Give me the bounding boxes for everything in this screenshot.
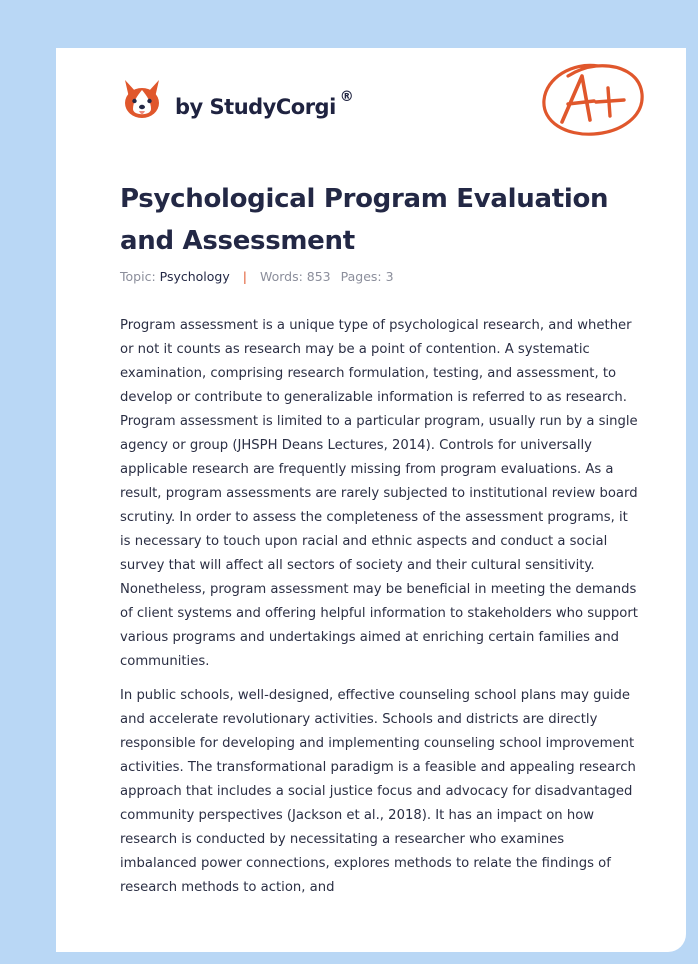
page-count: Pages: 3 — [340, 269, 394, 284]
topic-label: Topic: — [120, 269, 156, 284]
paragraph: Program assessment is a unique type of psychological research, and whether or not it counts as research may be a point of contention. A systematic examination, comprising research formulation, testing, and assessment, to develop or contribute to generalizable information is referred to as research. Program assessment is limited to a particular program, usually run by a single agency or group (JHSPH Deans Lectures, 2014). Controls for universally applicable research are frequently missing from program evaluations. As a result, program assessments are rarely subjected to institutional review board scrutiny. In order to assess the completeness of the assessment programs, it is necessary to touch upon racial and ethnic aspects and conduct a social survey that will affect all sectors of society and their cultural sensitivity. Nonetheless, program assessment may be beneficial in meeting the demands of client systems and offering helpful information to stakeholders who support various programs and undertakings aimed at enriching certain families and communities. — [120, 318, 638, 669]
word-count: Words: 853 — [259, 269, 331, 284]
document-meta — [120, 269, 394, 284]
brand-text: by StudyCorgi — [175, 95, 336, 119]
page-header — [56, 48, 686, 158]
a-plus-grade-icon — [538, 58, 648, 140]
page-title: Psychological Program Evaluation and Assessment — [120, 184, 609, 256]
meta-separator: | — [242, 269, 247, 284]
document-page — [56, 48, 686, 952]
document-body — [120, 314, 640, 910]
registered-mark: ® — [339, 89, 354, 105]
corgi-logo-icon[interactable] — [122, 76, 162, 122]
paragraph: In public schools, well-designed, effective counseling school plans may guide and accelerate revolutionary activities. Schools and districts are directly responsible for developing and implementing counseling school improvement activities. The transformational paradigm is a feasible and appealing research approach that includes a social justice focus and advocacy for disadvantaged community perspectives (Jackson et al., 2018). It has an impact on how research is conducted by necessitating a researcher who examines imbalanced power connections, explores methods to relate the findings of research methods to action, and — [120, 688, 636, 895]
topic-link[interactable]: Psychology — [159, 269, 230, 284]
brand-name[interactable] — [175, 89, 354, 119]
